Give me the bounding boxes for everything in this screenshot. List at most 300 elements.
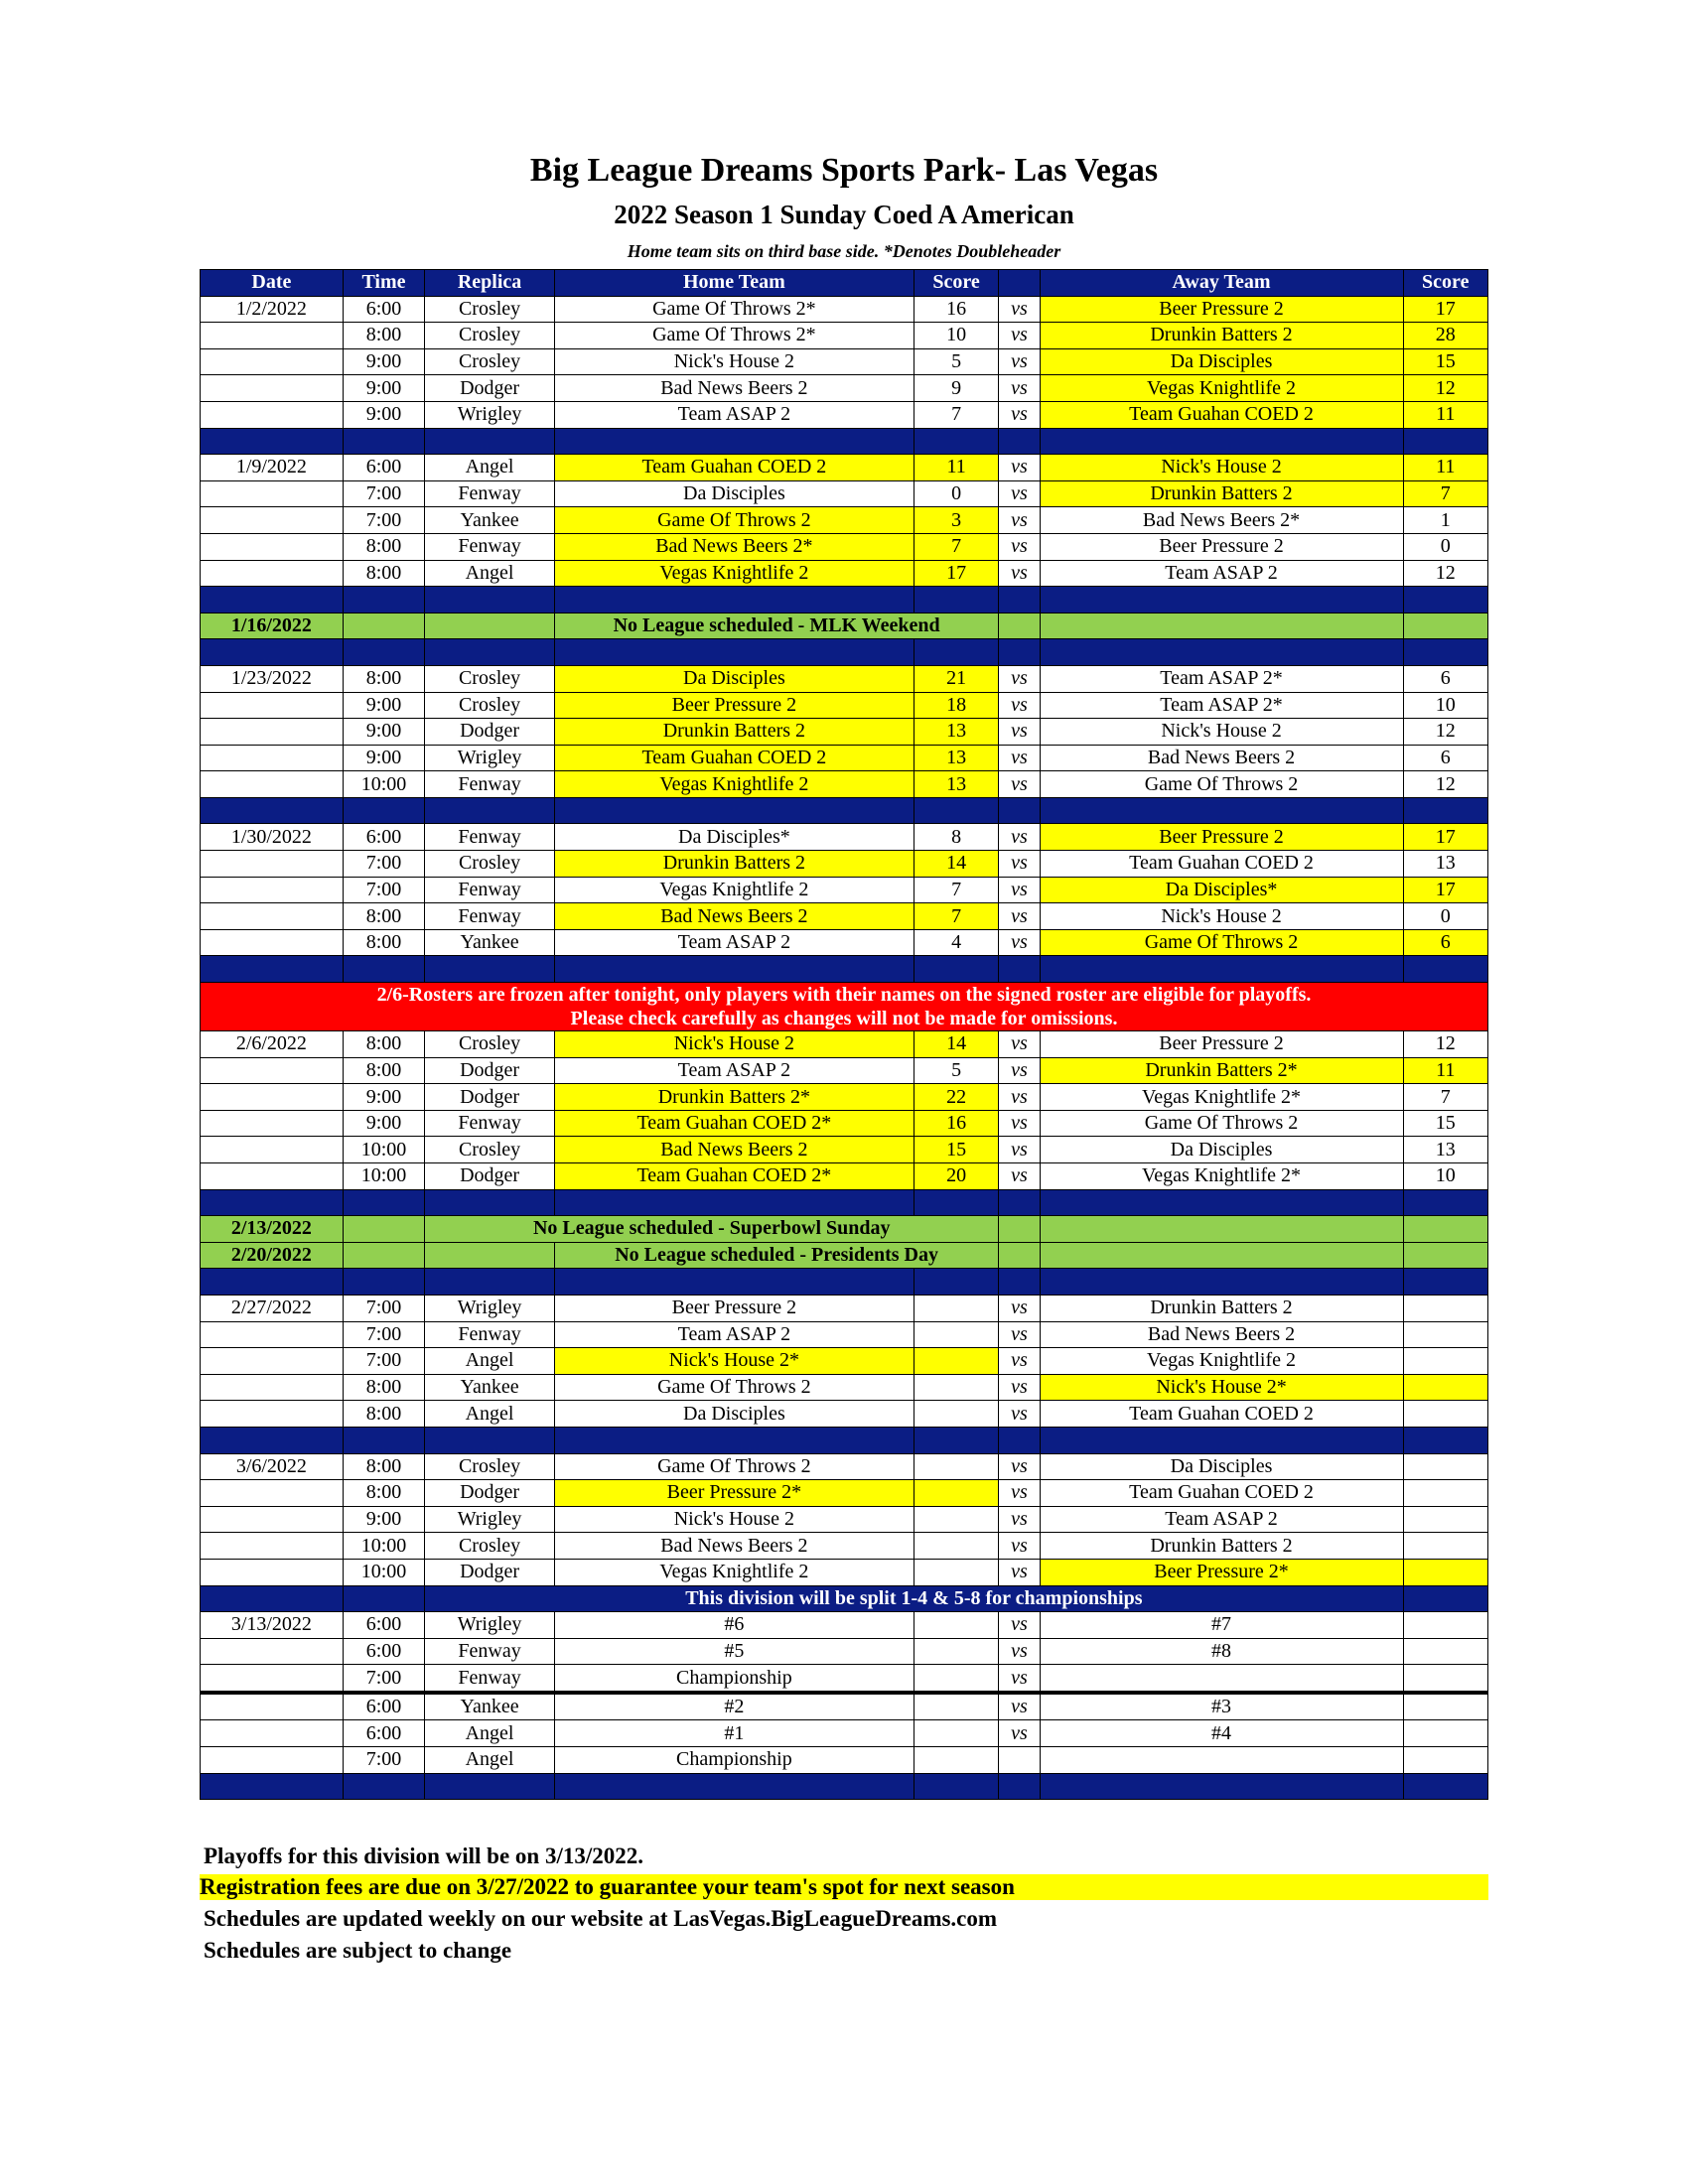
home-team-cell: Beer Pressure 2 xyxy=(554,692,914,719)
replica-cell: Fenway xyxy=(425,877,555,903)
time-cell: 8:00 xyxy=(343,903,424,930)
home-team-cell: Team Guahan COED 2 xyxy=(554,745,914,771)
vs-cell: vs xyxy=(999,903,1040,930)
game-row xyxy=(201,348,1488,375)
separator-cell xyxy=(1403,956,1488,983)
home-score-cell: 11 xyxy=(914,455,998,481)
away-team-cell: Da Disciples xyxy=(1040,1453,1403,1480)
home-score-cell: 13 xyxy=(914,745,998,771)
home-team-cell: Team ASAP 2 xyxy=(554,1321,914,1348)
date-cell xyxy=(201,1747,344,1774)
vs-cell: vs xyxy=(999,1295,1040,1321)
time-cell: 6:00 xyxy=(343,455,424,481)
schedule-body xyxy=(201,296,1488,1800)
time-cell: 8:00 xyxy=(343,1401,424,1428)
replica-cell xyxy=(425,613,555,639)
replica-cell: Fenway xyxy=(425,533,555,560)
col-vs xyxy=(999,270,1040,297)
away-score-cell: 6 xyxy=(1403,745,1488,771)
away-team-cell: Beer Pressure 2 xyxy=(1040,296,1403,323)
game-row xyxy=(201,1401,1488,1428)
vs-cell: vs xyxy=(999,348,1040,375)
away-score-cell xyxy=(1403,1242,1488,1269)
separator-row xyxy=(201,428,1488,455)
away-team-cell: Beer Pressure 2 xyxy=(1040,824,1403,851)
away-team-cell: Drunkin Batters 2 xyxy=(1040,1295,1403,1321)
date-cell: 2/20/2022 xyxy=(201,1242,344,1269)
page-subtitle: 2022 Season 1 Sunday Coed A American xyxy=(614,200,1074,229)
vs-cell: vs xyxy=(999,1057,1040,1084)
home-team-cell: Vegas Knightlife 2 xyxy=(554,560,914,587)
replica-cell: Dodger xyxy=(425,1084,555,1111)
vs-cell: vs xyxy=(999,665,1040,692)
time-cell: 7:00 xyxy=(343,1321,424,1348)
date-cell xyxy=(201,401,344,428)
time-cell: 10:00 xyxy=(343,1137,424,1163)
away-score-cell xyxy=(1403,1480,1488,1507)
home-score-cell xyxy=(914,1295,998,1321)
separator-cell xyxy=(554,428,914,455)
away-team-cell xyxy=(1040,1216,1403,1243)
separator-cell xyxy=(343,1773,424,1800)
separator-cell xyxy=(554,587,914,614)
vs-cell: vs xyxy=(999,296,1040,323)
away-score-cell xyxy=(1403,1295,1488,1321)
replica-cell: Yankee xyxy=(425,1693,555,1720)
home-score-cell: 21 xyxy=(914,665,998,692)
away-score-cell: 12 xyxy=(1403,560,1488,587)
separator-cell xyxy=(999,1427,1040,1453)
time-cell: 6:00 xyxy=(343,1612,424,1639)
col-time: Time xyxy=(343,270,424,297)
away-score-cell: 17 xyxy=(1403,877,1488,903)
game-row xyxy=(201,1110,1488,1137)
date-cell xyxy=(201,692,344,719)
home-score-cell xyxy=(914,1401,998,1428)
separator-cell xyxy=(554,639,914,666)
replica-cell: Yankee xyxy=(425,1374,555,1401)
home-team-cell: Drunkin Batters 2 xyxy=(554,851,914,878)
no-league-note: No League scheduled - Superbowl Sunday xyxy=(425,1216,999,1243)
game-row xyxy=(201,1480,1488,1507)
game-row xyxy=(201,1747,1488,1774)
home-score-cell: 3 xyxy=(914,507,998,534)
away-score-cell xyxy=(1403,1506,1488,1533)
home-team-cell: Bad News Beers 2 xyxy=(554,903,914,930)
home-team-cell: Game Of Throws 2 xyxy=(554,1453,914,1480)
game-row xyxy=(201,665,1488,692)
date-cell xyxy=(201,1693,344,1720)
away-score-cell xyxy=(1403,1747,1488,1774)
date-cell: 3/13/2022 xyxy=(201,1612,344,1639)
home-score-cell xyxy=(914,1720,998,1747)
home-score-cell: 20 xyxy=(914,1163,998,1190)
website-note: Schedules are updated weekly on our website at LasVegas.BigLeagueDreams.com xyxy=(204,1906,998,1931)
separator-cell xyxy=(914,1427,998,1453)
vs-cell: vs xyxy=(999,1348,1040,1375)
away-team-cell xyxy=(1040,613,1403,639)
date-cell: 3/6/2022 xyxy=(201,1453,344,1480)
vs-cell: vs xyxy=(999,1665,1040,1693)
col-home-score: Score xyxy=(914,270,998,297)
time-cell: 7:00 xyxy=(343,507,424,534)
separator-row xyxy=(201,639,1488,666)
time-cell: 9:00 xyxy=(343,375,424,402)
time-cell xyxy=(343,1216,424,1243)
home-team-cell: Team Guahan COED 2* xyxy=(554,1110,914,1137)
home-score-cell: 9 xyxy=(914,375,998,402)
away-team-cell: #3 xyxy=(1040,1693,1403,1720)
game-row xyxy=(201,560,1488,587)
separator-cell xyxy=(201,1189,344,1216)
time-cell: 7:00 xyxy=(343,480,424,507)
time-cell: 6:00 xyxy=(343,296,424,323)
separator-cell xyxy=(999,1189,1040,1216)
separator-cell xyxy=(1403,1269,1488,1296)
time-cell: 9:00 xyxy=(343,401,424,428)
time-cell: 7:00 xyxy=(343,877,424,903)
game-row xyxy=(201,1137,1488,1163)
home-score-cell: 8 xyxy=(914,824,998,851)
away-team-cell: #4 xyxy=(1040,1720,1403,1747)
away-score-cell: 13 xyxy=(1403,1137,1488,1163)
separator-cell xyxy=(201,587,344,614)
away-score-cell xyxy=(1403,1720,1488,1747)
vs-cell: vs xyxy=(999,560,1040,587)
home-team-cell: Nick's House 2* xyxy=(554,1348,914,1375)
separator-cell xyxy=(999,956,1040,983)
date-cell: 1/30/2022 xyxy=(201,824,344,851)
away-score-cell xyxy=(1403,1348,1488,1375)
home-score-cell xyxy=(914,1693,998,1720)
date-cell xyxy=(201,1559,344,1585)
replica-cell: Fenway xyxy=(425,1110,555,1137)
away-score-cell: 11 xyxy=(1403,455,1488,481)
vs-cell: vs xyxy=(999,1559,1040,1585)
game-row xyxy=(201,480,1488,507)
vs-cell: vs xyxy=(999,401,1040,428)
away-team-cell: Game Of Throws 2 xyxy=(1040,929,1403,956)
separator-cell xyxy=(1040,956,1403,983)
replica-cell: Crosley xyxy=(425,323,555,349)
time-cell: 8:00 xyxy=(343,1453,424,1480)
vs-cell: vs xyxy=(999,1453,1040,1480)
time-cell xyxy=(343,1242,424,1269)
away-team-cell: Bad News Beers 2 xyxy=(1040,1321,1403,1348)
replica-cell: Angel xyxy=(425,1720,555,1747)
replica-cell: Dodger xyxy=(425,1480,555,1507)
away-score-cell xyxy=(1403,1321,1488,1348)
away-score-cell: 17 xyxy=(1403,824,1488,851)
vs-cell: vs xyxy=(999,929,1040,956)
game-row xyxy=(201,1084,1488,1111)
separator-cell xyxy=(1040,797,1403,824)
playoffs-note: Playoffs for this division will be on 3/13/2022. xyxy=(204,1843,644,1868)
away-score-cell xyxy=(1403,1559,1488,1585)
game-row xyxy=(201,1321,1488,1348)
away-score-cell: 7 xyxy=(1403,1084,1488,1111)
date-cell xyxy=(201,1137,344,1163)
time-cell: 9:00 xyxy=(343,348,424,375)
replica-cell: Crosley xyxy=(425,692,555,719)
away-score-cell xyxy=(1403,613,1488,639)
away-score-cell xyxy=(1403,1374,1488,1401)
home-score-cell: 15 xyxy=(914,1137,998,1163)
date-cell xyxy=(201,1401,344,1428)
separator-cell xyxy=(425,587,555,614)
home-team-cell: Championship xyxy=(554,1747,914,1774)
home-score-cell xyxy=(914,1453,998,1480)
separator-cell xyxy=(914,428,998,455)
replica-cell: Fenway xyxy=(425,1665,555,1693)
col-date: Date xyxy=(201,270,344,297)
home-score-cell: 7 xyxy=(914,401,998,428)
separator-cell xyxy=(1403,1773,1488,1800)
vs-cell: vs xyxy=(999,1401,1040,1428)
date-cell xyxy=(201,1665,344,1693)
time-cell xyxy=(343,613,424,639)
replica-cell: Dodger xyxy=(425,375,555,402)
separator-cell xyxy=(425,639,555,666)
separator-cell xyxy=(343,587,424,614)
home-score-cell: 7 xyxy=(914,903,998,930)
game-row xyxy=(201,1031,1488,1058)
game-row xyxy=(201,903,1488,930)
home-team-cell: Bad News Beers 2 xyxy=(554,1533,914,1560)
away-score-cell: 15 xyxy=(1403,348,1488,375)
replica-cell: Wrigley xyxy=(425,1295,555,1321)
replica-cell: Angel xyxy=(425,1747,555,1774)
time-cell: 6:00 xyxy=(343,1693,424,1720)
game-row xyxy=(201,1506,1488,1533)
away-team-cell: Vegas Knightlife 2* xyxy=(1040,1084,1403,1111)
home-team-cell: #1 xyxy=(554,1720,914,1747)
away-score-cell: 12 xyxy=(1403,771,1488,798)
separator-row xyxy=(201,956,1488,983)
replica-cell: Dodger xyxy=(425,1057,555,1084)
game-row xyxy=(201,745,1488,771)
separator-cell xyxy=(343,797,424,824)
separator-cell xyxy=(554,1189,914,1216)
home-score-cell: 14 xyxy=(914,851,998,878)
home-team-note: Home team sits on third base side. *Denotes Doubleheader xyxy=(627,241,1061,261)
separator-cell xyxy=(914,1189,998,1216)
time-cell: 8:00 xyxy=(343,1031,424,1058)
home-team-cell: Nick's House 2 xyxy=(554,1506,914,1533)
separator-cell xyxy=(1403,428,1488,455)
vs-cell: vs xyxy=(999,375,1040,402)
separator-cell xyxy=(1403,797,1488,824)
time-cell: 9:00 xyxy=(343,1110,424,1137)
game-row xyxy=(201,929,1488,956)
away-score-cell xyxy=(1403,1665,1488,1693)
away-team-cell xyxy=(1040,1665,1403,1693)
separator-cell xyxy=(1403,1427,1488,1453)
date-cell xyxy=(201,1533,344,1560)
separator-cell xyxy=(343,956,424,983)
game-row xyxy=(201,1559,1488,1585)
time-cell: 8:00 xyxy=(343,323,424,349)
home-team-cell: Team ASAP 2 xyxy=(554,929,914,956)
game-row xyxy=(201,296,1488,323)
home-score-cell xyxy=(914,1321,998,1348)
time-cell: 8:00 xyxy=(343,533,424,560)
home-score-cell xyxy=(914,1638,998,1665)
time-cell: 6:00 xyxy=(343,1720,424,1747)
time-cell: 9:00 xyxy=(343,1506,424,1533)
separator-cell xyxy=(425,1773,555,1800)
away-team-cell: Bad News Beers 2 xyxy=(1040,745,1403,771)
game-row xyxy=(201,507,1488,534)
away-team-cell: Drunkin Batters 2 xyxy=(1040,323,1403,349)
away-team-cell: Da Disciples xyxy=(1040,348,1403,375)
separator-cell xyxy=(1040,639,1403,666)
home-team-cell: Team ASAP 2 xyxy=(554,401,914,428)
game-row xyxy=(201,719,1488,746)
separator-cell xyxy=(201,1269,344,1296)
separator-cell xyxy=(1040,428,1403,455)
separator-cell xyxy=(999,797,1040,824)
home-score-cell xyxy=(914,1480,998,1507)
home-team-cell: Da Disciples* xyxy=(554,824,914,851)
separator-row xyxy=(201,1427,1488,1453)
separator-cell xyxy=(425,1427,555,1453)
away-score-cell xyxy=(1403,1693,1488,1720)
time-cell: 7:00 xyxy=(343,851,424,878)
home-team-cell: Nick's House 2 xyxy=(554,348,914,375)
date-cell xyxy=(201,507,344,534)
subject-to-change-note: Schedules are subject to change xyxy=(204,1938,512,1963)
time-cell: 7:00 xyxy=(343,1747,424,1774)
away-team-cell: Vegas Knightlife 2 xyxy=(1040,1348,1403,1375)
home-score-cell: 22 xyxy=(914,1084,998,1111)
home-team-cell: Game Of Throws 2* xyxy=(554,323,914,349)
home-team-cell: Game Of Throws 2 xyxy=(554,1374,914,1401)
replica-cell: Wrigley xyxy=(425,1506,555,1533)
away-score-cell: 17 xyxy=(1403,296,1488,323)
away-score-cell: 12 xyxy=(1403,375,1488,402)
separator-cell xyxy=(999,639,1040,666)
replica-cell: Fenway xyxy=(425,480,555,507)
home-team-cell: #5 xyxy=(554,1638,914,1665)
away-team-cell: Nick's House 2 xyxy=(1040,719,1403,746)
page-title: Big League Dreams Sports Park- Las Vegas xyxy=(529,152,1159,189)
replica-cell: Angel xyxy=(425,455,555,481)
separator-row xyxy=(201,1773,1488,1800)
time-cell: 8:00 xyxy=(343,1374,424,1401)
separator-cell xyxy=(914,1269,998,1296)
separator-cell xyxy=(1040,587,1403,614)
away-score-cell: 6 xyxy=(1403,665,1488,692)
championship-split-note: This division will be split 1-4 & 5-8 for championships xyxy=(425,1585,1403,1612)
home-score-cell: 7 xyxy=(914,877,998,903)
blank-cell xyxy=(1403,1585,1488,1612)
replica-cell: Crosley xyxy=(425,1031,555,1058)
vs-cell: vs xyxy=(999,877,1040,903)
time-cell: 7:00 xyxy=(343,1665,424,1693)
home-score-cell: 16 xyxy=(914,296,998,323)
date-cell: 1/2/2022 xyxy=(201,296,344,323)
home-team-cell: Drunkin Batters 2* xyxy=(554,1084,914,1111)
game-row xyxy=(201,533,1488,560)
vs-cell: vs xyxy=(999,323,1040,349)
roster-freeze-line-2: Please check carefully as changes will not be made for omissions. xyxy=(570,1008,1118,1030)
replica-cell: Crosley xyxy=(425,851,555,878)
home-score-cell xyxy=(914,1348,998,1375)
col-away-team: Away Team xyxy=(1040,270,1403,297)
no-league-row xyxy=(201,1242,1488,1269)
replica-cell: Yankee xyxy=(425,507,555,534)
away-team-cell: Drunkin Batters 2* xyxy=(1040,1057,1403,1084)
time-cell: 8:00 xyxy=(343,665,424,692)
home-team-cell: Vegas Knightlife 2 xyxy=(554,771,914,798)
date-cell: 2/6/2022 xyxy=(201,1031,344,1058)
separator-cell xyxy=(914,1773,998,1800)
time-cell: 10:00 xyxy=(343,1533,424,1560)
home-team-cell: Team Guahan COED 2 xyxy=(554,455,914,481)
separator-cell xyxy=(343,428,424,455)
home-team-cell: Vegas Knightlife 2 xyxy=(554,877,914,903)
vs-cell: vs xyxy=(999,851,1040,878)
vs-cell: vs xyxy=(999,1638,1040,1665)
home-team-cell: Beer Pressure 2 xyxy=(554,1295,914,1321)
blank-cell xyxy=(343,1585,424,1612)
table-header-row xyxy=(201,270,1488,297)
time-cell: 8:00 xyxy=(343,560,424,587)
replica-cell: Angel xyxy=(425,1401,555,1428)
vs-cell xyxy=(999,1242,1040,1269)
vs-cell: vs xyxy=(999,1163,1040,1190)
home-score-cell: 14 xyxy=(914,1031,998,1058)
roster-freeze-note xyxy=(201,983,1488,1031)
separator-cell xyxy=(999,587,1040,614)
replica-cell: Fenway xyxy=(425,1638,555,1665)
game-row xyxy=(201,692,1488,719)
time-cell: 9:00 xyxy=(343,745,424,771)
replica-cell: Fenway xyxy=(425,1321,555,1348)
game-row xyxy=(201,1163,1488,1190)
date-cell xyxy=(201,771,344,798)
vs-cell: vs xyxy=(999,1137,1040,1163)
date-cell xyxy=(201,1321,344,1348)
home-team-cell: Game Of Throws 2 xyxy=(554,507,914,534)
replica-cell: Crosley xyxy=(425,296,555,323)
separator-cell xyxy=(425,1269,555,1296)
home-score-cell: 4 xyxy=(914,929,998,956)
away-score-cell xyxy=(1403,1401,1488,1428)
game-row xyxy=(201,851,1488,878)
home-score-cell: 13 xyxy=(914,771,998,798)
date-cell: 2/27/2022 xyxy=(201,1295,344,1321)
separator-cell xyxy=(554,1773,914,1800)
vs-cell: vs xyxy=(999,1612,1040,1639)
away-score-cell: 7 xyxy=(1403,480,1488,507)
roster-freeze-row xyxy=(201,983,1488,1031)
vs-cell: vs xyxy=(999,1480,1040,1507)
no-league-row xyxy=(201,613,1488,639)
vs-cell: vs xyxy=(999,771,1040,798)
registration-note: Registration fees are due on 3/27/2022 to guarantee your team's spot for next season xyxy=(200,1874,1488,1900)
time-cell: 10:00 xyxy=(343,1163,424,1190)
away-team-cell: Team ASAP 2* xyxy=(1040,665,1403,692)
away-score-cell xyxy=(1403,1453,1488,1480)
col-away-score: Score xyxy=(1403,270,1488,297)
date-cell xyxy=(201,851,344,878)
date-cell xyxy=(201,1638,344,1665)
game-row xyxy=(201,877,1488,903)
home-team-cell: Bad News Beers 2* xyxy=(554,533,914,560)
game-row xyxy=(201,1057,1488,1084)
